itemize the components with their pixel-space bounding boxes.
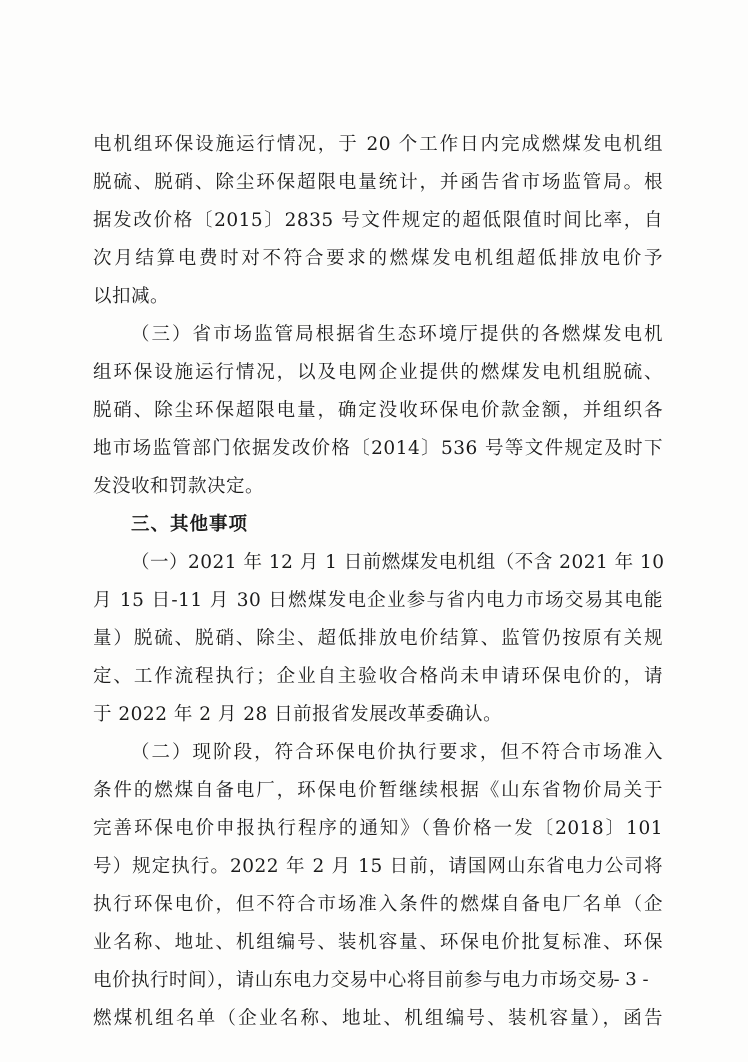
paragraph-start-line: （三）省市场监管局根据省生态环境厅提供的各燃煤发电机 <box>131 324 663 345</box>
text-line: 据发改价格〔2015〕2835 号文件规定的超低限值时间比率，自 <box>93 210 663 231</box>
text-line: 执行环保电价，但不符合市场准入条件的燃煤自备电厂名单（企 <box>93 894 663 915</box>
text-line: 条件的燃煤自备电厂，环保电价暂继续根据《山东省物价局关于 <box>93 780 663 801</box>
text-line: 地市场监管部门依据发改价格〔2014〕536 号等文件规定及时下 <box>93 438 663 459</box>
text-line: 电机组环保设施运行情况，于 20 个工作日内完成燃煤发电机组 <box>93 134 663 155</box>
text-line: 于 2022 年 2 月 28 日前报省发展改革委确认。 <box>93 704 503 725</box>
text-line: 发没收和罚款决定。 <box>93 476 265 497</box>
text-line: 以扣减。 <box>93 286 170 307</box>
text-line: 完善环保电价申报执行程序的通知》（鲁价格一发〔2018〕101 <box>93 818 663 839</box>
text-line: 脱硫、脱硝、除尘环保超限电量统计，并函告省市场监管局。根 <box>93 172 663 193</box>
paragraph-start-line: （二）现阶段，符合环保电价执行要求，但不符合市场准入 <box>131 742 663 763</box>
page-number: - 3 - <box>613 969 649 990</box>
text-line: 燃煤机组名单（企业名称、地址、机组编号、装机容量），函告 <box>93 1008 663 1029</box>
text-line: 号）规定执行。2022 年 2 月 15 日前，请国网山东省电力公司将 <box>93 856 663 877</box>
text-line: 量）脱硫、脱硝、除尘、超低排放电价结算、监管仍按原有关规 <box>93 628 663 649</box>
text-line: 次月结算电费时对不符合要求的燃煤发电机组超低排放电价予 <box>93 248 663 269</box>
text-line: 业名称、地址、机组编号、装机容量、环保电价批复标准、环保 <box>93 932 663 953</box>
text-line: 电价执行时间），请山东电力交易中心将目前参与电力市场交易 <box>93 970 616 991</box>
section-heading: 三、其他事项 <box>131 514 249 535</box>
text-line: 月 15 日-11 月 30 日燃煤发电企业参与省内电力市场交易其电能 <box>93 590 663 611</box>
paragraph-start-line: （一）2021 年 12 月 1 日前燃煤发电机组（不含 2021 年 10 <box>131 552 665 573</box>
text-line: 脱硝、除尘环保超限电量，确定没收环保电价款金额，并组织各 <box>93 400 663 421</box>
text-line: 定、工作流程执行；企业自主验收合格尚未申请环保电价的，请 <box>93 666 663 687</box>
text-line: 组环保设施运行情况，以及电网企业提供的燃煤发电机组脱硫、 <box>93 362 663 383</box>
